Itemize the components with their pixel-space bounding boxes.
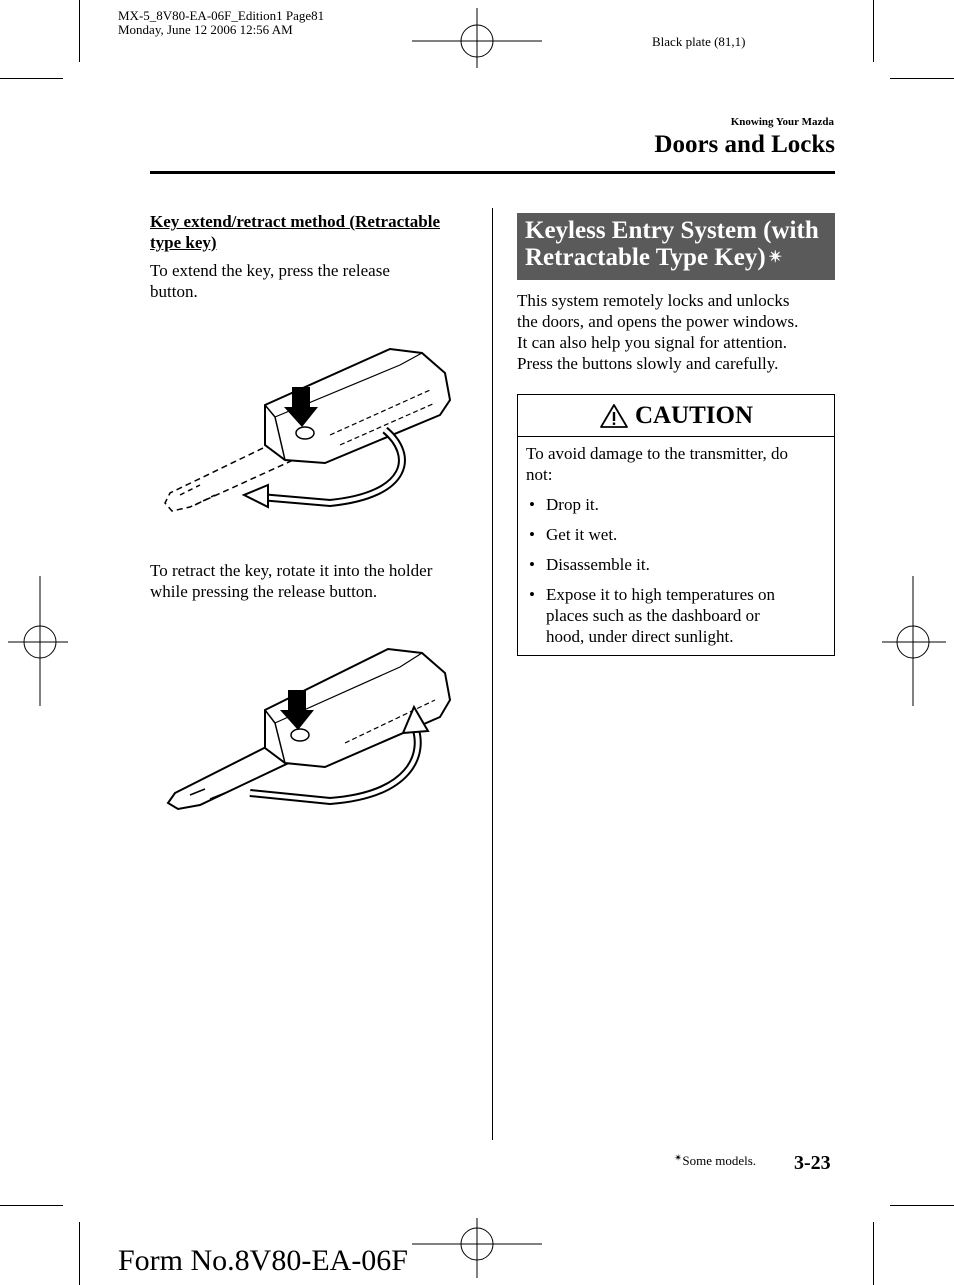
caution-list [526, 494, 826, 647]
keyless-intro: This system remotely locks and unlocks the doors, and opens the power windows. It can also help you signal for attention. Press the buttons slowly and carefully. [517, 291, 799, 373]
section-category: Knowing Your Mazda [730, 116, 834, 128]
key-method-heading: Key extend/retract method (Retractable type key) [150, 212, 440, 252]
list-item: • Get it wet. [526, 524, 826, 545]
form-number: Form No.8V80-EA-06F [118, 1244, 408, 1277]
print-file-info [118, 9, 324, 37]
registration-mark-bottom [412, 1218, 542, 1278]
header-rule [150, 171, 835, 174]
key-retract-illustration [160, 645, 460, 815]
file-date-line: Monday, June 12 2006 12:56 AM [118, 22, 293, 37]
registration-mark-right [882, 576, 946, 706]
key-extend-illustration [160, 345, 460, 515]
retract-instruction: To retract the key, rotate it into the holder while pressing the release button. [150, 561, 433, 601]
page-number: 3-23 [794, 1152, 831, 1174]
file-name-line: MX-5_8V80-EA-06F_Edition1 Page81 [118, 8, 325, 23]
keyless-entry-banner: Keyless Entry System (with Retractable Type Key) ✴ [517, 213, 835, 280]
column-divider [492, 208, 493, 1140]
some-models-star-icon: ✴ [768, 249, 783, 266]
caution-header [518, 395, 834, 437]
list-item: • Expose it to high temperatures on places such as the dashboard or hood, under direct sunlight. [526, 584, 826, 647]
caution-box [517, 394, 835, 656]
section-title: Doors and Locks [654, 131, 835, 158]
extend-instruction: To extend the key, press the release button. [150, 261, 390, 301]
plate-info: Black plate (81,1) [652, 34, 746, 49]
caution-title: CAUTION [634, 401, 754, 429]
list-item: • Drop it. [526, 494, 826, 515]
registration-mark-left [8, 576, 68, 706]
footnote-star-icon: ✴ [674, 1153, 683, 1164]
list-item: • Disassemble it. [526, 554, 826, 575]
footnote: ✴Some models. [674, 1153, 757, 1168]
warning-triangle-icon [599, 403, 629, 429]
caution-body: To avoid damage to the transmitter, do not: • Drop it. • Get it wet. • Disassemble it. • Expose it to high temperatures on places such as the dashboard or hood, under direct sunlight. [518, 437, 834, 647]
registration-mark-top [412, 8, 542, 68]
